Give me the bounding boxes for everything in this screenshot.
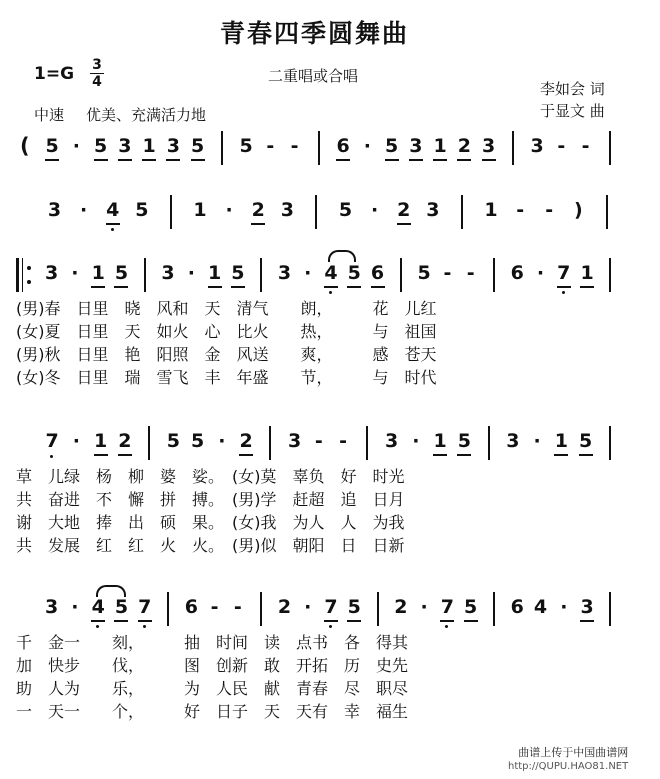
eighth-underline: [580, 286, 594, 288]
note: 5: [464, 596, 478, 618]
low-octave-dot: [445, 625, 448, 628]
note: 3: [580, 596, 594, 618]
eighth-underline: [208, 286, 222, 288]
note: 5: [114, 262, 128, 284]
eighth-underline: [114, 620, 128, 622]
eighth-underline: [464, 620, 478, 622]
note: 2: [277, 596, 292, 618]
note: 6: [510, 596, 524, 618]
note: 5: [45, 135, 59, 157]
dash-note: -: [516, 199, 525, 221]
eighth-underline: [482, 159, 496, 161]
note: 1: [554, 430, 568, 452]
note: 3: [288, 430, 302, 452]
note: 2: [457, 135, 471, 157]
eighth-underline: [397, 223, 411, 225]
lyric-line: 千 金一 刻， 抽 时间 读 点书 各 得其: [16, 633, 409, 652]
note: 4: [324, 262, 338, 284]
barline: [400, 258, 402, 292]
note: 3: [385, 430, 399, 452]
repeat-dot: [27, 266, 31, 270]
note: 5: [417, 262, 431, 284]
eighth-underline: [440, 620, 454, 622]
time-signature-top: 3: [92, 57, 102, 73]
barline: [377, 592, 379, 626]
note: 3: [47, 199, 62, 221]
note: 2: [239, 430, 253, 452]
low-octave-dot: [329, 625, 332, 628]
dash-note: -: [266, 135, 275, 157]
eighth-underline: [324, 286, 338, 288]
dash-note: -: [233, 596, 242, 618]
eighth-underline: [324, 620, 338, 622]
expression-marking: 优美、充满活力地: [86, 106, 207, 124]
key-signature: 1=G: [34, 64, 75, 84]
slur: [96, 585, 126, 597]
note: 4: [106, 199, 120, 221]
repeat-barline-thin: [22, 258, 23, 292]
note: 5: [347, 262, 361, 284]
augmentation-dot: ·: [218, 430, 226, 452]
note: 2: [397, 199, 411, 221]
dash-note: -: [339, 430, 348, 452]
lyric-line: 谢 大地 捧 出 硕 果。 (女)我 为人 人 为我: [16, 513, 405, 532]
eighth-underline: [347, 286, 361, 288]
note: 1: [433, 430, 447, 452]
note: ): [574, 199, 583, 221]
note: 3: [118, 135, 132, 157]
note: 3: [161, 262, 175, 284]
lyric-line: 助 人为 乐， 为 人民 献 青春 尽 职尽: [16, 679, 409, 698]
barline: [170, 195, 172, 229]
eighth-underline: [385, 159, 399, 161]
eighth-underline: [106, 223, 120, 225]
eighth-underline: [371, 286, 385, 288]
low-octave-dot: [96, 625, 99, 628]
eighth-underline: [166, 159, 180, 161]
eighth-underline: [433, 159, 447, 161]
barline: [512, 131, 514, 165]
intro-open-paren: (: [20, 134, 30, 158]
augmentation-dot: ·: [536, 262, 545, 284]
song-title: 青春四季圆舞曲: [220, 19, 410, 48]
lyric-line: (男)秋 日里 艳 阳照 金 风送 爽， 感 苍天: [16, 345, 437, 364]
note: 6: [510, 262, 524, 284]
lyric-line: (女)冬 日里 瑞 雪飞 丰 年盛 节， 与 时代: [16, 368, 437, 387]
note: 1: [91, 262, 105, 284]
note: 1: [94, 430, 108, 452]
note: 3: [506, 430, 520, 452]
dash-note: -: [466, 262, 475, 284]
note: 2: [118, 430, 132, 452]
low-octave-dot: [329, 291, 332, 294]
lyric-line: (男)春 日里 晓 风和 天 清气 朗， 花 儿红: [16, 299, 437, 318]
note: 5: [239, 135, 253, 157]
lyric-line: 共 奋进 不 懈 拼 搏。 (男)学 赶超 追 日月: [16, 490, 405, 509]
eighth-underline: [91, 286, 105, 288]
subtitle: 二重唱或合唱: [268, 67, 359, 85]
eighth-underline: [191, 159, 205, 161]
barline: [144, 258, 146, 292]
note: 6: [371, 262, 385, 284]
note: 3: [45, 262, 59, 284]
augmentation-dot: ·: [71, 596, 79, 618]
note: 5: [191, 430, 205, 452]
repeat-barline-thick: [16, 258, 19, 292]
barline: [167, 592, 169, 626]
lyricist-credit: 李如会 词: [540, 80, 605, 98]
note: 2: [251, 199, 265, 221]
augmentation-dot: ·: [533, 430, 541, 452]
barline: [315, 195, 317, 229]
low-octave-dot: [50, 455, 53, 458]
eighth-underline: [409, 159, 423, 161]
note: 5: [231, 262, 245, 284]
augmentation-dot: ·: [363, 135, 371, 157]
eighth-underline: [94, 159, 108, 161]
barline: [606, 195, 608, 229]
barline: [609, 592, 611, 626]
note: 2: [394, 596, 408, 618]
note: 6: [336, 135, 350, 157]
eighth-underline: [580, 620, 594, 622]
barline: [609, 258, 611, 292]
note: 3: [166, 135, 180, 157]
augmentation-dot: ·: [304, 262, 312, 284]
barline: [493, 592, 495, 626]
note: 5: [114, 596, 128, 618]
lyric-line: 一 天一 个， 好 日子 天 天有 幸 福生: [16, 702, 409, 721]
lyric-line: 加 快步 伐， 图 创新 敢 开拓 历 史先: [16, 656, 409, 675]
eighth-underline: [336, 159, 350, 161]
note: 7: [557, 262, 571, 284]
eighth-underline: [557, 286, 571, 288]
eighth-underline: [457, 454, 471, 456]
note: 1: [580, 262, 594, 284]
note: 5: [385, 135, 399, 157]
watermark-text: 曲谱上传于中国曲谱网: [518, 746, 629, 759]
eighth-underline: [45, 159, 59, 161]
augmentation-dot: ·: [225, 199, 233, 221]
barline: [260, 258, 262, 292]
note: 1: [433, 135, 447, 157]
note: 1: [193, 199, 207, 221]
augmentation-dot: ·: [80, 199, 88, 221]
eighth-underline: [251, 223, 265, 225]
note: 5: [579, 430, 593, 452]
barline: [318, 131, 320, 165]
time-signature: [90, 58, 104, 89]
eighth-underline: [94, 454, 108, 456]
note: 3: [482, 135, 496, 157]
lyric-line: 共 发展 红 红 火 火。 (男)似 朝阳 日 日新: [16, 536, 405, 555]
augmentation-dot: ·: [371, 199, 379, 221]
eighth-underline: [91, 620, 105, 622]
note: 4: [91, 596, 105, 618]
eighth-underline: [347, 620, 361, 622]
note: 7: [440, 596, 454, 618]
dash-note: -: [290, 135, 299, 157]
augmentation-dot: ·: [72, 430, 80, 452]
low-octave-dot: [111, 228, 114, 231]
note: 3: [45, 596, 59, 618]
eighth-underline: [142, 159, 156, 161]
repeat-dot: [27, 280, 31, 284]
augmentation-dot: ·: [71, 262, 79, 284]
dash-note: -: [581, 135, 590, 157]
augmentation-dot: ·: [560, 596, 568, 618]
eighth-underline: [433, 454, 447, 456]
barline: [488, 426, 490, 460]
dash-note: -: [557, 135, 566, 157]
note: 3: [530, 135, 544, 157]
note: 7: [45, 430, 59, 452]
dash-note: -: [545, 199, 554, 221]
barline: [493, 258, 495, 292]
lyric-line: 草 儿绿 杨 柳 婆 娑。 (女)莫 辜负 好 时光: [16, 467, 405, 486]
note: 1: [142, 135, 156, 157]
eighth-underline: [118, 159, 132, 161]
lyric-line: (女)夏 日里 天 如火 心 比火 热， 与 祖国: [16, 322, 437, 341]
note: 5: [338, 199, 353, 221]
barline: [461, 195, 463, 229]
note: 6: [184, 596, 198, 618]
barline: [609, 131, 611, 165]
note: 5: [191, 135, 205, 157]
augmentation-dot: ·: [187, 262, 195, 284]
augmentation-dot: ·: [304, 596, 312, 618]
note: 1: [208, 262, 222, 284]
low-octave-dot: [562, 291, 565, 294]
eighth-underline: [231, 286, 245, 288]
note: 5: [166, 430, 180, 452]
augmentation-dot: ·: [72, 135, 80, 157]
barline: [609, 426, 611, 460]
note: 5: [94, 135, 108, 157]
barline: [269, 426, 271, 460]
composer-credit: 于显文 曲: [540, 102, 605, 120]
note: 4: [533, 596, 548, 618]
barline: [366, 426, 368, 460]
watermark-url: http://QUPU.HAO81.NET: [508, 761, 629, 772]
note: 5: [457, 430, 471, 452]
time-signature-bottom: 4: [92, 74, 102, 90]
eighth-underline: [239, 454, 253, 456]
note: 1: [484, 199, 498, 221]
tempo-marking: 中速: [34, 106, 65, 124]
eighth-underline: [554, 454, 568, 456]
eighth-underline: [138, 620, 152, 622]
note: 3: [426, 199, 440, 221]
augmentation-dot: ·: [412, 430, 420, 452]
dash-note: -: [443, 262, 452, 284]
dash-note: -: [314, 430, 323, 452]
barline: [148, 426, 150, 460]
note: 3: [280, 199, 294, 221]
eighth-underline: [114, 286, 128, 288]
watermark: [508, 746, 628, 774]
note: 7: [138, 596, 152, 618]
low-octave-dot: [143, 625, 146, 628]
barline: [260, 592, 262, 626]
note: 3: [277, 262, 292, 284]
eighth-underline: [457, 159, 471, 161]
dash-note: -: [210, 596, 219, 618]
eighth-underline: [118, 454, 132, 456]
note: 3: [409, 135, 423, 157]
augmentation-dot: ·: [420, 596, 428, 618]
barline: [221, 131, 223, 165]
slur: [328, 250, 356, 262]
note: 5: [347, 596, 361, 618]
eighth-underline: [579, 454, 593, 456]
note: 5: [135, 199, 149, 221]
note: 7: [324, 596, 338, 618]
